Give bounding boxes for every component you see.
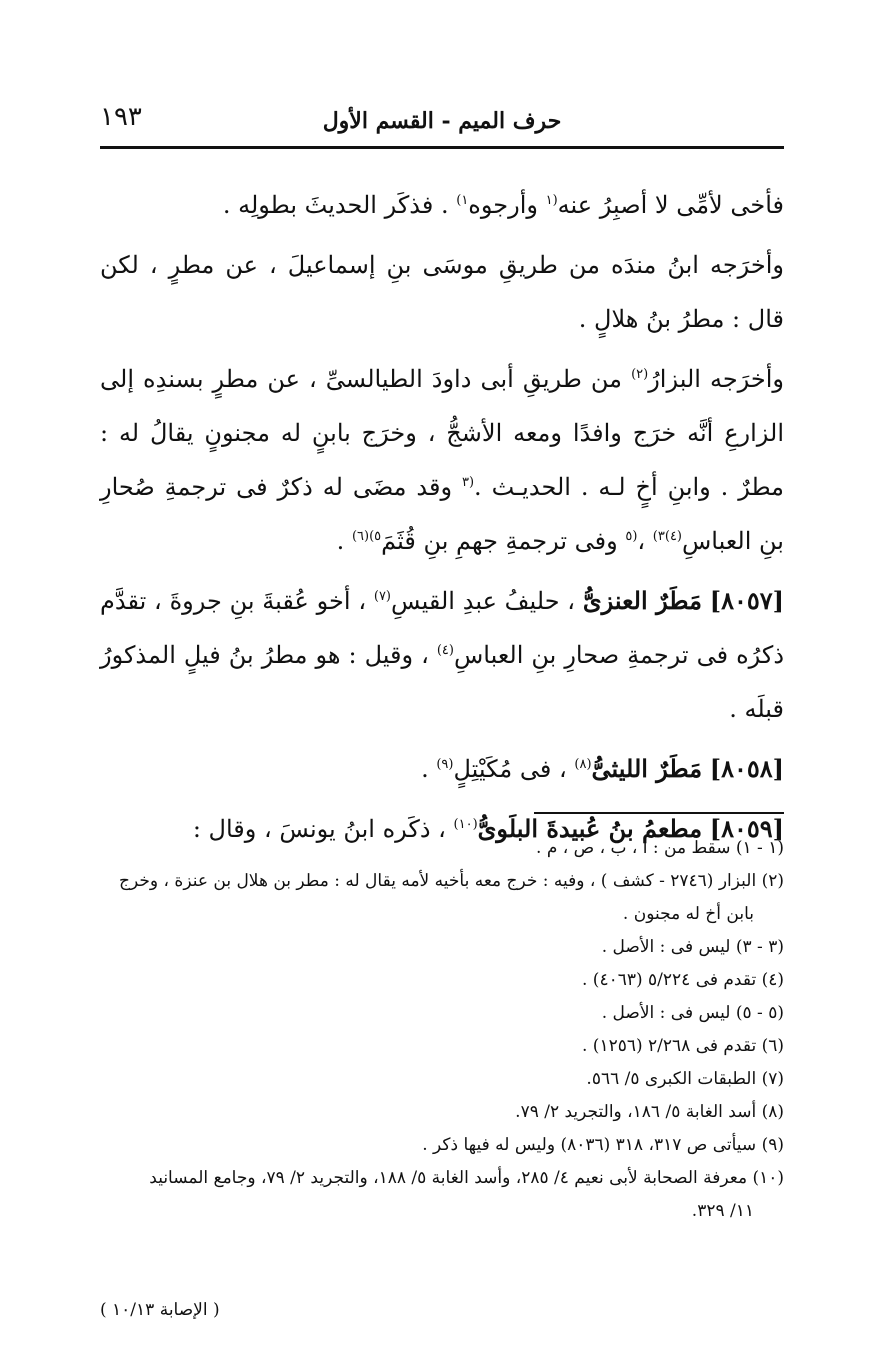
footnote-3: (٣ - ٣) ليس فى : الأصل .: [601, 937, 784, 957]
entry-name: مَطَرٌ الليثىُّ: [591, 754, 703, 783]
text-run: من طريقِ أبى داودَ الطيالسىِّ ، عن مطرٍ بسندِه إلى الزارعِ أنَّه خرَج وافدًا ومعه الأشجُّ ، وخرَج بابنٍ له مجنونٍ يقالُ له : مطرٌ . وابنِ أخٍ لـه . الحديـث .: [100, 365, 784, 501]
entry-8057: [100, 574, 784, 736]
text-run: ،: [637, 527, 653, 555]
footnotes: [100, 832, 784, 1228]
text-run: وقد مضَى له ذكرٌ فى ترجمةِ صُحارِ بنِ العباسِ: [100, 473, 784, 555]
footnote-ref: ٥)(٦): [351, 529, 382, 544]
entry-number: [٨٠٥٩]: [709, 814, 784, 843]
footnote-ref: (٣: [461, 475, 475, 490]
paragraph-1: [100, 178, 784, 232]
entry-number: [٨٠٥٨]: [709, 754, 784, 783]
footnote-ref: (٤)٣): [652, 529, 682, 544]
page-header: [100, 100, 784, 149]
paragraph-3: [100, 352, 784, 568]
footnote-ref: (١٠): [453, 817, 478, 832]
paragraph-2: [100, 238, 784, 346]
entry-name: مَطَرٌ العنزىُّ: [582, 586, 702, 615]
text-run: وأرجوه: [468, 191, 546, 219]
text-run: ، حليفُ عبدِ القيسِ: [391, 587, 583, 615]
footnote-9: (٩) سيأتى ص ٣١٧، ٣١٨ (٨٠٣٦) وليس له فيها ذكر .: [422, 1135, 784, 1155]
text-run: .: [336, 527, 352, 555]
footnote-5: (٥ - ٥) ليس فى : الأصل .: [601, 1003, 784, 1023]
footnote-8: (٨) أسد الغابة ٥/ ١٨٦، والتجريد ٢/ ٧٩.: [515, 1102, 784, 1122]
footnote-4: (٤) تقدم فى ٥/٢٢٤ (٤٠٦٣) .: [582, 970, 784, 990]
text-run: وأخرَجه البزارُ: [648, 365, 784, 393]
footnote-6: (٦) تقدم فى ٢/٢٦٨ (١٢٥٦) .: [582, 1036, 784, 1056]
text-run: ، ذكَره ابنُ يونسَ ، وقال :: [192, 815, 454, 843]
text-run: ، أخو عُقبةَ بنِ جروةَ ، تقدَّم ذكرُه فى ترجمةِ صحارِ بنِ العباسِ: [100, 587, 785, 669]
text-run: .: [421, 755, 437, 783]
entry-name: مطعمُ بنُ عُبيدةَ البلَوىُّ: [477, 814, 703, 843]
footnote-ref: (٥: [625, 529, 638, 544]
footnote-1: (١ - ١) سقط من : أ ، ب ، ص ، م .: [536, 838, 784, 858]
footnote-divider: [534, 812, 784, 814]
text-run: ، فى مُكَيْتِلٍ: [453, 755, 575, 783]
footnote-10: (١٠) معرفة الصحابة لأبى نعيم ٤/ ٢٨٥، وأسد الغابة ٥/ ١٨٨، والتجريد ٢/ ٧٩، وجامع المسانيد: [149, 1168, 784, 1188]
footnote-ref: (٢): [631, 367, 649, 382]
footnote-2: (٢) البزار (٢٧٤٦ - كشف ) ، وفيه : خرج معه بأخيه لأمه يقال له : مطر بن هلال بن عنزة ، وخرج: [119, 871, 784, 891]
text-run: وأخرَجه ابنُ مندَه من طريقِ موسَى بنِ إسماعيلَ ، عن مطرٍ ، لكن قال : مطرُ بنُ هلالٍ .: [100, 251, 784, 333]
footnote-2-continued: بابن أخ له مجنون .: [622, 904, 754, 924]
footnote-ref: (٩): [436, 757, 454, 772]
footnote-ref: ١): [456, 193, 469, 208]
text-run: وفى ترجمةِ جهمِ بنِ قُثَمَ: [381, 527, 626, 555]
running-title: حرف الميم - القسم الأول: [322, 108, 562, 134]
page-number: ١٩٣: [100, 102, 142, 132]
main-text: [100, 178, 784, 862]
footnote-ref: (٤): [436, 643, 454, 658]
footnote-ref: (١: [545, 193, 558, 208]
footnote-10-continued: ١١/ ٣٢٩.: [691, 1201, 754, 1221]
footnote-7: (٧) الطبقات الكبرى ٥/ ٥٦٦.: [586, 1069, 784, 1089]
entry-number: [٨٠٥٧]: [709, 586, 785, 615]
footnote-ref: (٧): [373, 589, 391, 604]
text-run: فأخى لأمِّى لا أصبِرُ عنه: [557, 191, 784, 219]
text-run: ، وقيل : هو مطرُ بنُ فيلٍ المذكورُ قبلَه .: [100, 641, 784, 723]
footnote-ref: (٨): [574, 757, 592, 772]
text-run: . فذكَر الحديثَ بطولِه .: [222, 191, 457, 219]
entry-8058: [100, 742, 784, 796]
signature-mark: ( الإصابة ١٠/١٣ ): [100, 1300, 220, 1320]
